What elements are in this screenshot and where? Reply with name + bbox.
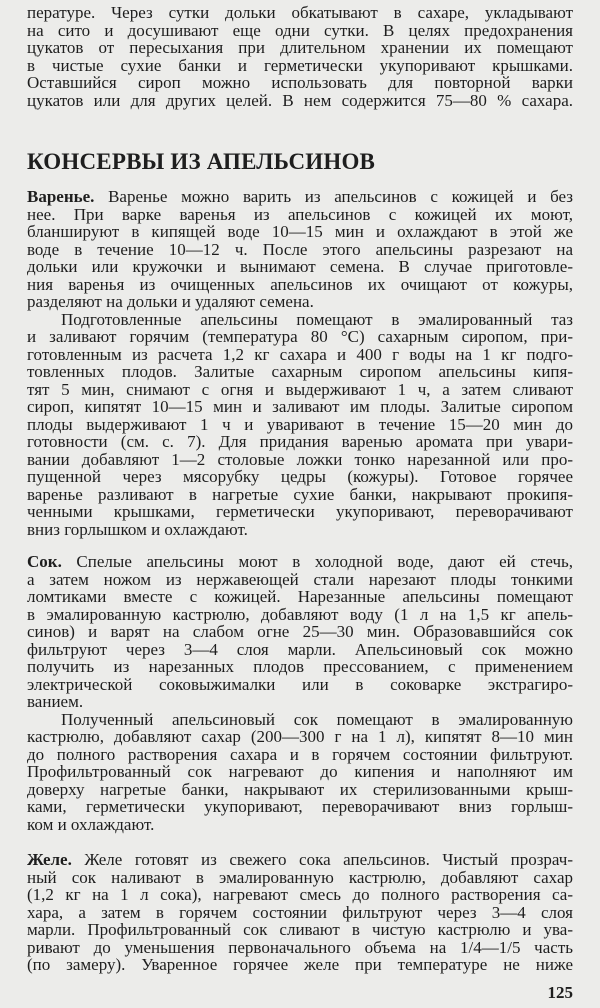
jam-lead-heading: Варенье.	[27, 187, 95, 206]
text-line: Подготовленные апельсины помещают в эмалированный таз	[61, 309, 573, 329]
text-line: ривают до уменьшения первоначального объема на 1/4—1/5 часть	[27, 937, 573, 957]
text-line: электрической соковыжималки или в соковарке экстрагиро-	[27, 674, 573, 694]
text-line: до полного растворения сахара и в горячем состоянии фильтруют.	[27, 744, 573, 764]
text-run: Спелые апельсины моют в холодной воде, дают ей стечь,	[61, 552, 573, 571]
text-line: нее. При варке варенья из апельсинов с кожицей их моют,	[27, 204, 573, 224]
text-line: Оставшийся сироп можно использовать для повторной варки	[27, 73, 573, 92]
text-line: товленных плодов. Залитые сахарным сиропом апельсины кипя-	[27, 362, 573, 381]
text-line: разделяют на дольки и удаляют семена.	[27, 292, 314, 311]
juice-section	[27, 553, 573, 833]
text-line: ком и охлаждают.	[27, 814, 155, 834]
text-line: цукатов от пересыхания при длительном хранении их помещают	[27, 38, 573, 57]
text-line: ванием.	[27, 692, 84, 711]
text-line: пературе. Через сутки дольки обкатывают в сахаре, укладывают	[27, 3, 573, 22]
jelly-lead-heading: Желе.	[27, 850, 72, 869]
text-line: получить из нарезанных плодов прессованием, с применением	[27, 657, 573, 676]
jam-section	[27, 188, 573, 538]
text-line: (1,2 кг на 1 л сока), нагревают смесь до полного растворения са-	[27, 885, 573, 904]
text-line: ломтиками вместе с кожицей. Нарезанные апельсины помещают	[27, 587, 573, 606]
text-line: а затем ножом из нержавеющей стали нарезают плоды тонкими	[27, 569, 573, 589]
text-line: в чистые сухие банки и герметически укупоривают крышками.	[27, 55, 573, 75]
text-line: воде в течение 10—12 ч. После этого апельсины разрезают на	[27, 239, 573, 259]
text-line: ный сок наливают в эмалированную кастрюлю, добавляют сахар	[27, 867, 573, 887]
text-line: вании добавляют 1—2 столовые ложки тонко нарезанной или про-	[27, 449, 573, 469]
text-line	[27, 553, 573, 571]
jelly-section	[27, 851, 573, 974]
text-line	[27, 851, 573, 869]
text-line: Полученный апельсиновый сок помещают в эмалированную	[61, 709, 573, 729]
text-line: пущенной через мясорубку цедры (кожуры). Готовое горячее	[27, 467, 573, 486]
text-line: фильтруют через 3—4 слоя марли. Апельсиновый сок можно	[27, 639, 573, 659]
text-line: тят 5 мин, снимают с огня и выдерживают 1 ч, а затем сливают	[27, 379, 573, 399]
text-line: и заливают горячим (температура 80 °С) сахарным сиропом, при-	[27, 327, 573, 346]
section-heading: КОНСЕРВЫ ИЗ АПЕЛЬСИНОВ	[27, 149, 376, 174]
intro-paragraph	[27, 4, 573, 109]
text-run: Желе готовят из свежего сока апельсинов. Чистый прозрач-	[71, 850, 573, 869]
text-line	[27, 188, 573, 206]
text-line: кастрюлю, добавляют сахар (200—300 г на 1 л), кипятят 8—10 мин	[27, 727, 573, 746]
text-line: на сито и досушивают еще одни сутки. В целях предохранения	[27, 20, 573, 40]
text-line: синов) и варят на слабом огне 25—30 мин. Образовавшийся сок	[27, 622, 573, 641]
text-run: Варенье можно варить из апельсинов с кожицей и без	[94, 187, 573, 206]
text-line: готовленным из расчета 1,2 кг сахара и 400 г воды на 1 кг подго-	[27, 344, 573, 364]
text-line: бланшируют в кипящей воде 10—15 мин и охлаждают в этой же	[27, 222, 573, 241]
text-line: доверху нагретые банки, накрывают их стерилизованными крыш-	[27, 779, 573, 799]
text-line: плоды выдерживают 1 ч и уваривают в течение 15—20 мин до	[27, 414, 573, 434]
text-line: Профильтрованный сок нагревают до кипения и наполняют им	[27, 762, 573, 781]
text-line: в эмалированную кастрюлю, добавляют воду (1 л на 1,5 кг апель-	[27, 604, 573, 624]
text-line: хара, а затем в горячем состоянии фильтруют через 3—4 слоя	[27, 902, 573, 922]
text-line: (по замеру). Уваренное горячее желе при температуре не ниже	[27, 955, 573, 974]
text-line: ками, герметически укупоривают, переворачивают вниз горлыш-	[27, 797, 573, 816]
text-line: ния варенья из очищенных апельсинов их очищают от кожуры,	[27, 274, 573, 294]
text-line: варенье разливают в нагретые сухие банки, накрывают прокипя-	[27, 484, 573, 504]
text-line: сироп, кипятят 10—15 мин и заливают им плоды. Залитые сиропом	[27, 397, 573, 416]
text-line: вниз горлышком и охлаждают.	[27, 519, 248, 539]
page-number: 125	[547, 983, 573, 1002]
text-line: цукатов или для других целей. В нем содержится 75—80 % сахара.	[27, 90, 573, 110]
juice-lead-heading: Сок.	[27, 552, 62, 571]
text-line: готовности (см. с. 7). Для придания варенью аромата при увари-	[27, 432, 573, 451]
text-line: ченными крышками, герметически укупоривают, переворачивают	[27, 502, 573, 521]
text-line: марли. Профильтрованный сок сливают в чистую кастрюлю и ува-	[27, 920, 573, 939]
text-line: дольки или кружочки и вынимают семена. В случае приготовле-	[27, 257, 573, 276]
